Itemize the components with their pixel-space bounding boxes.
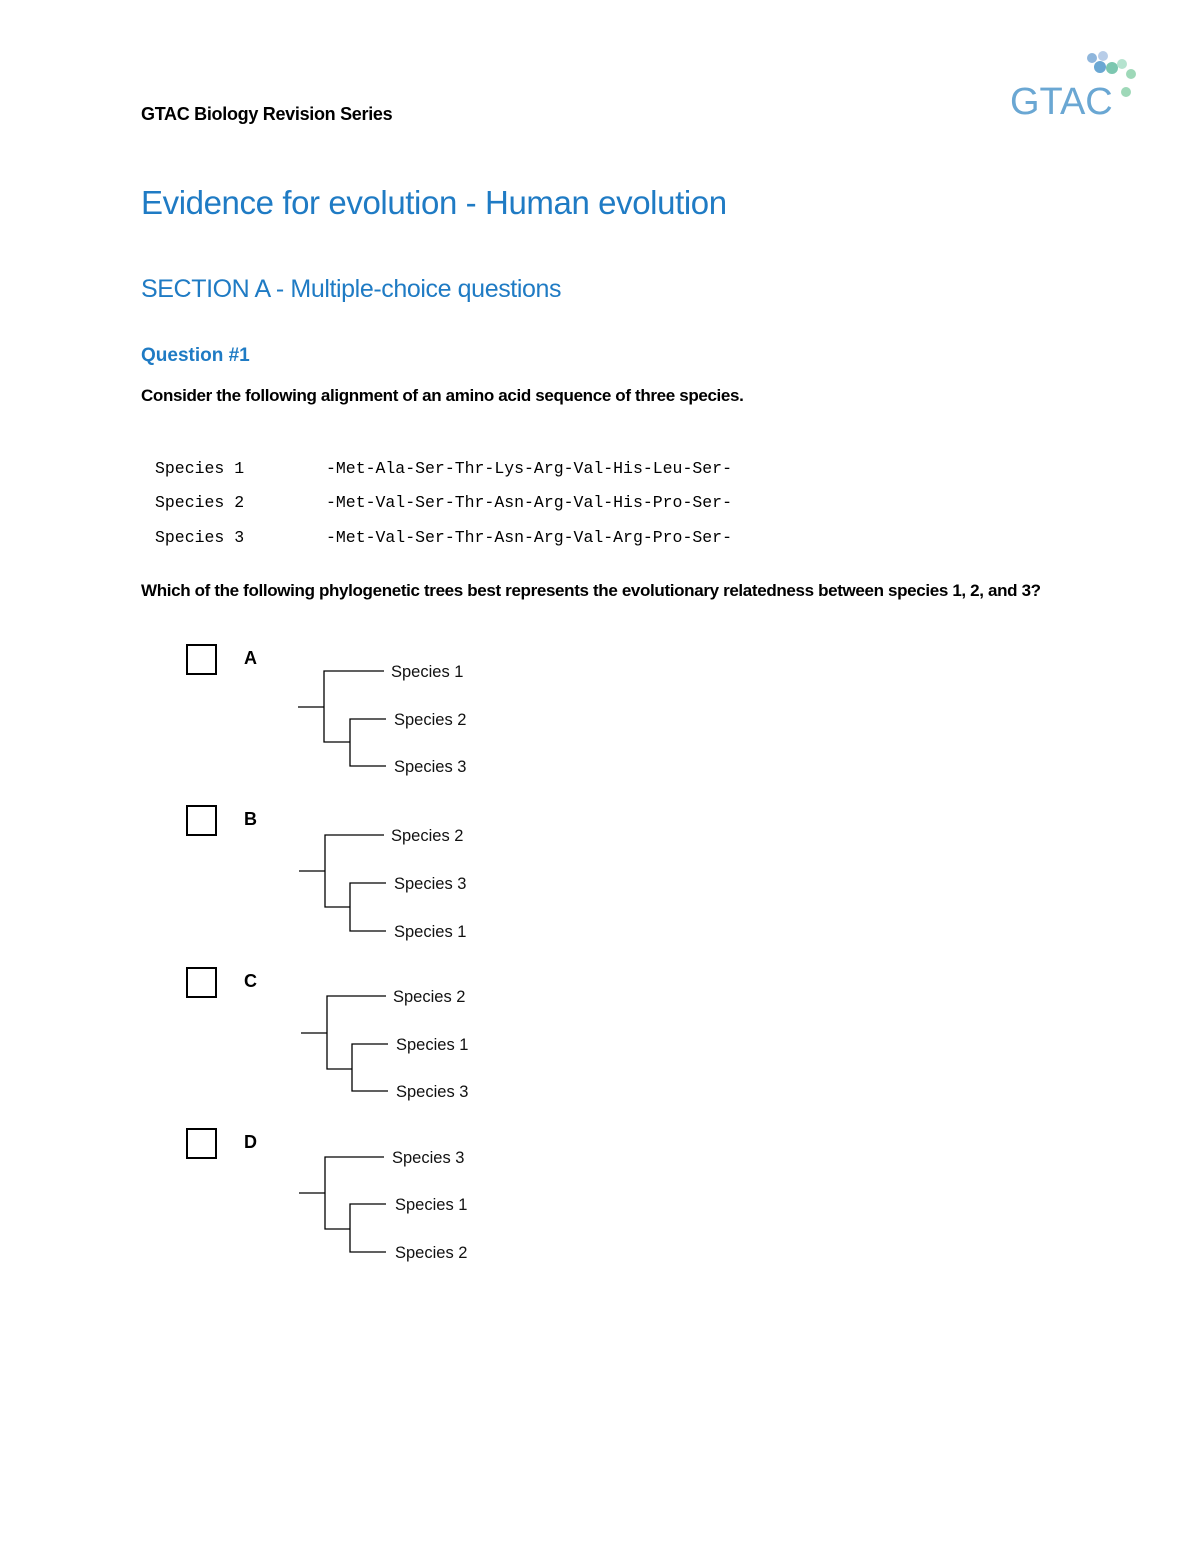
option-d bbox=[0, 1128, 600, 1268]
option-letter: C bbox=[244, 971, 257, 991]
tree-leaf: Species 3 bbox=[394, 758, 467, 776]
section-title: SECTION A - Multiple-choice questions bbox=[141, 275, 562, 303]
logo-text: GTAC bbox=[1010, 81, 1113, 123]
tree-leaf: Species 1 bbox=[395, 1196, 468, 1214]
option-letter: D bbox=[244, 1132, 257, 1152]
phylogenetic-tree bbox=[290, 809, 510, 944]
question-prompt: Consider the following alignment of an amino acid sequence of three species. bbox=[141, 386, 744, 405]
alignment-sequence: -Met-Val-Ser-Thr-Asn-Arg-Val-His-Pro-Ser- bbox=[326, 493, 732, 512]
question-number: Question #1 bbox=[141, 345, 250, 366]
tree-leaf: Species 3 bbox=[392, 1149, 465, 1167]
tree-leaf: Species 2 bbox=[394, 711, 467, 729]
option-a bbox=[0, 644, 600, 784]
alignment-row bbox=[155, 493, 732, 515]
page-title: Evidence for evolution - Human evolution bbox=[141, 184, 727, 221]
gtac-logo bbox=[1008, 48, 1148, 124]
tree-leaf: Species 1 bbox=[394, 923, 467, 941]
tree-leaf: Species 3 bbox=[394, 875, 467, 893]
option-b-checkbox[interactable] bbox=[186, 805, 217, 836]
alignment-species: Species 1 bbox=[155, 459, 245, 478]
alignment-species: Species 2 bbox=[155, 493, 245, 512]
alignment-row bbox=[155, 528, 732, 550]
tree-leaf: Species 3 bbox=[396, 1083, 469, 1101]
phylogenetic-tree bbox=[290, 1132, 510, 1267]
alignment-sequence: -Met-Val-Ser-Thr-Asn-Arg-Val-Arg-Pro-Ser- bbox=[326, 528, 732, 547]
series-label: GTAC Biology Revision Series bbox=[141, 104, 393, 124]
tree-leaf: Species 1 bbox=[391, 663, 464, 681]
tree-leaf: Species 2 bbox=[393, 988, 466, 1006]
phylogenetic-tree bbox=[290, 971, 510, 1106]
tree-leaf: Species 1 bbox=[396, 1036, 469, 1054]
option-letter: A bbox=[244, 648, 257, 668]
option-a-checkbox[interactable] bbox=[186, 644, 217, 675]
alignment-row bbox=[155, 459, 732, 481]
question-text: Which of the following phylogenetic trees best represents the evolutionary relatedness between species 1, 2, and 3? bbox=[141, 581, 1041, 600]
option-d-checkbox[interactable] bbox=[186, 1128, 217, 1159]
alignment-sequence: -Met-Ala-Ser-Thr-Lys-Arg-Val-His-Leu-Ser- bbox=[326, 459, 732, 478]
option-letter: B bbox=[244, 809, 257, 829]
option-c-checkbox[interactable] bbox=[186, 967, 217, 998]
alignment-species: Species 3 bbox=[155, 528, 245, 547]
option-b bbox=[0, 805, 600, 945]
tree-leaf: Species 2 bbox=[391, 827, 464, 845]
tree-leaf: Species 2 bbox=[395, 1244, 468, 1262]
option-c bbox=[0, 967, 600, 1107]
phylogenetic-tree bbox=[290, 648, 510, 783]
